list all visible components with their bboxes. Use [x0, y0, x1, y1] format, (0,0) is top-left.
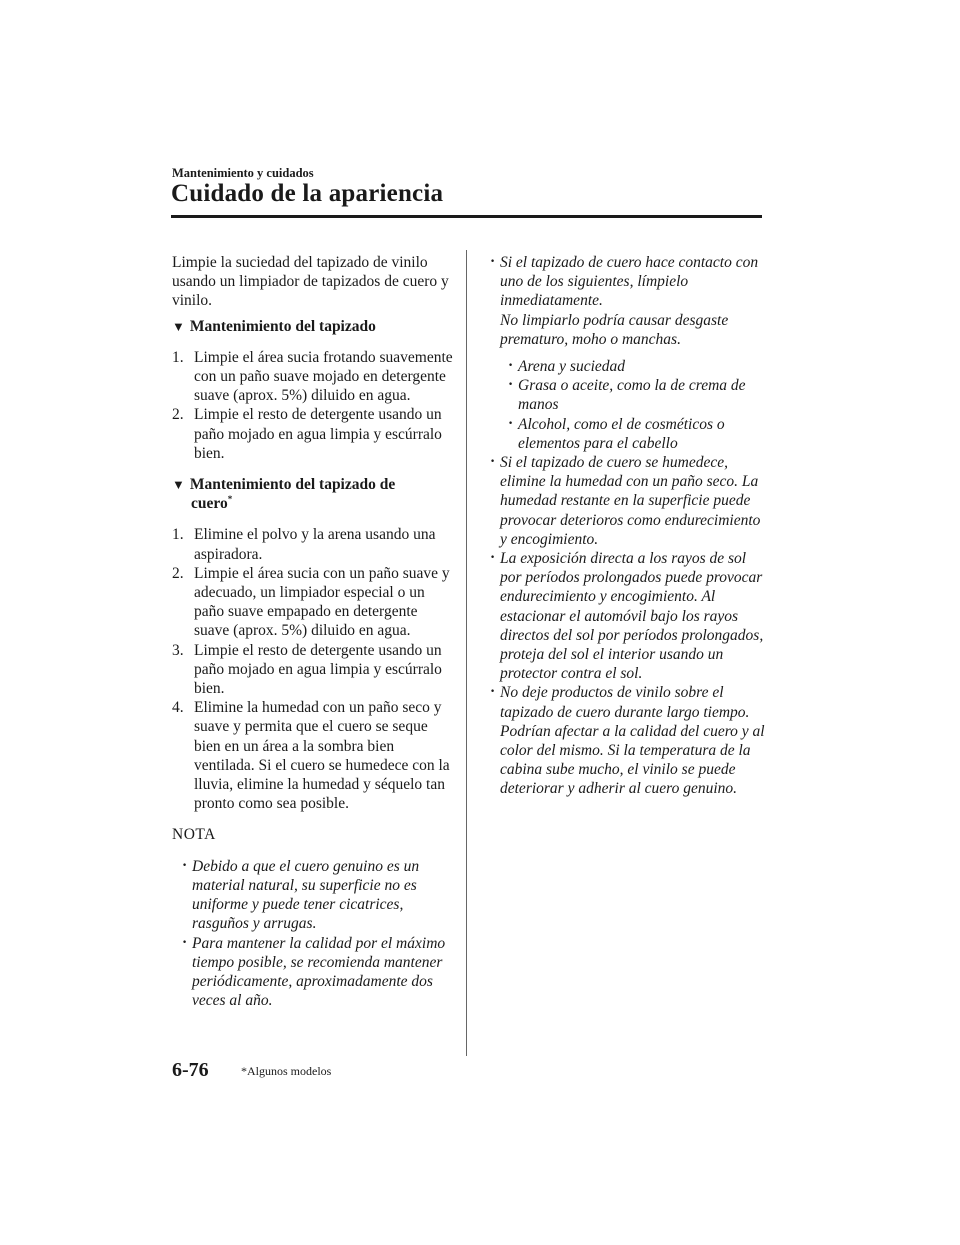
- list-item: [172, 698, 454, 813]
- note-list-continued: [490, 253, 765, 799]
- page-number: 6-76: [172, 1059, 209, 1081]
- list-item: · Si el tapizado de cuero se humedece, elimine la humedad con un paño seco. La humedad restante en la superficie puede provocar deterioros como endurecimiento y encogimiento.: [490, 453, 765, 549]
- item-text: No limpiarlo podría causar desgaste prematuro, moho o manchas.: [500, 311, 729, 348]
- intro-paragraph: Limpie la suciedad del tapizado de vinilo usando un limpiador de tapizados de cuero y vinilo.: [172, 254, 449, 310]
- step-text: Limpie el resto de detergente usando un paño mojado en agua limpia y escúrralo bien.: [194, 406, 442, 462]
- step-number: 3.: [172, 641, 184, 659]
- triangle-marker-icon: ▼: [172, 318, 185, 334]
- right-column: [490, 253, 765, 799]
- triangle-marker-icon: ▼: [172, 477, 185, 493]
- list-item: · Alcohol, como el de cosméticos o elementos para el cabello: [508, 415, 765, 453]
- step-number: 2.: [172, 564, 184, 582]
- list-item: · La exposición directa a los rayos de sol por períodos prolongados puede provocar endurecimiento y encogimiento. Al estacionar el automóvil bajo los rayos directos del sol por períodos prolongados, proteja del sol el interior usando un protector contra el sol.: [490, 549, 765, 683]
- left-column: [172, 253, 454, 1010]
- step-text: Limpie el área sucia con un paño suave y adecuado, un limpiador especial o un paño suave empapado en detergente suave (aprox. 5%) diluido en agua.: [194, 564, 450, 640]
- list-item: [490, 253, 765, 453]
- list-item: [172, 348, 454, 406]
- steps-list-upholstery: [172, 348, 454, 463]
- footnote-marker: *: [227, 494, 233, 505]
- list-item: [172, 641, 454, 699]
- step-number: 1.: [172, 348, 184, 366]
- step-text: Limpie el resto de detergente usando un paño mojado en agua limpia y escúrralo bien.: [194, 641, 442, 698]
- note-label: NOTA: [172, 826, 216, 844]
- step-text: Elimine el polvo y la arena usando una aspiradora.: [194, 526, 436, 563]
- subheading-leather: [172, 475, 454, 513]
- sub-list: [508, 357, 765, 453]
- list-item: · Para mantener la calidad por el máximo tiempo posible, se recomienda mantener periódicamente, aproximadamente dos veces al año.: [182, 934, 454, 1011]
- step-number: 2.: [172, 406, 184, 424]
- list-item: · Arena y suciedad: [508, 357, 765, 376]
- steps-list-leather: [172, 525, 454, 813]
- page-title: Cuidado de la apariencia: [171, 180, 444, 207]
- item-text: Si el tapizado de cuero hace contacto con uno de los siguientes, límpielo inmediatamente.: [500, 254, 759, 310]
- step-number: 1.: [172, 526, 184, 544]
- section-label: Mantenimiento y cuidados: [172, 166, 314, 180]
- subheading-text-continued: [172, 494, 454, 513]
- list-item: · No deje productos de vinilo sobre el tapizado de cuero durante largo tiempo. Podrían afectar a la calidad del cuero y al color del mismo. Si la temperatura de la cabina sube mucho, el vinilo se puede deteriorar y adherir al cuero genuino.: [490, 683, 765, 798]
- list-item: [172, 405, 454, 463]
- footnote: *Algunos modelos: [241, 1064, 332, 1078]
- note-list: [182, 857, 454, 1011]
- list-item: · Debido a que el cuero genuino es un material natural, su superficie no es uniforme y puede tener cicatrices, rasguños y arrugas.: [182, 857, 454, 934]
- subheading-word: cuero: [191, 495, 228, 513]
- subheading-text: Mantenimiento del tapizado: [189, 317, 376, 335]
- list-item: · Grasa o aceite, como la de crema de manos: [508, 376, 765, 414]
- subheading-upholstery: [172, 317, 454, 336]
- step-text: Elimine la humedad con un paño seco y suave y permita que el cuero se seque bien en un área a la sombra bien ventilada. Si el cuero se humedece con la lluvia, elimine la humedad y séquelo tan pronto como sea posible.: [194, 699, 450, 813]
- step-text: Limpie el área sucia frotando suavemente con un paño suave mojado en detergente suave (aprox. 5%) diluido en agua.: [194, 348, 453, 405]
- subheading-text: Mantenimiento del tapizado de: [189, 476, 396, 494]
- column-divider: [466, 250, 467, 1056]
- title-rule: [171, 215, 762, 218]
- step-number: 4.: [172, 699, 184, 717]
- list-item: [172, 564, 454, 641]
- list-item: [172, 525, 454, 563]
